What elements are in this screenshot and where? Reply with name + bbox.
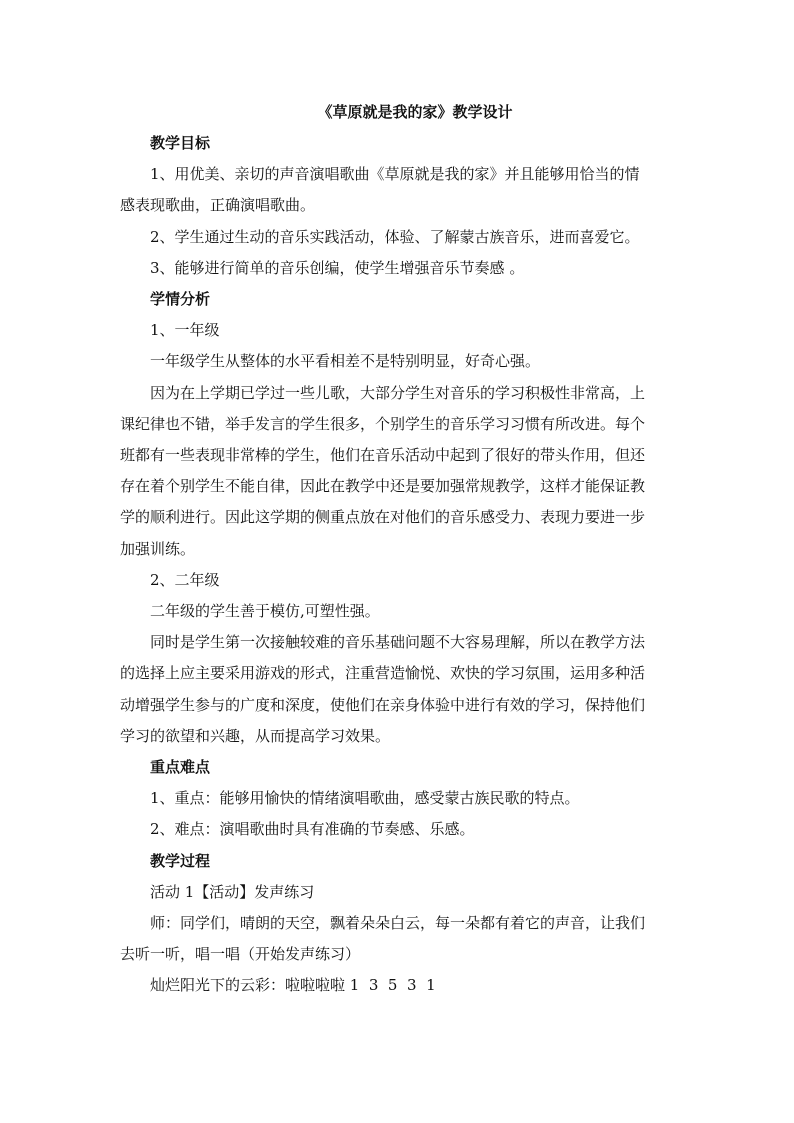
paragraph-line: 一年级学生从整体的水平看相差不是特别明显，好奇心强。 bbox=[150, 352, 541, 371]
paragraph-line: 3、能够进行简单的音乐创编，使学生增强音乐节奏感 。 bbox=[150, 258, 525, 277]
paragraph-line: 感表现歌曲，正确演唱歌曲。 bbox=[120, 196, 316, 215]
paragraph-line: 去听一听，唱一唱（开始发声练习） bbox=[120, 945, 361, 964]
paragraph-line: 2、二年级 bbox=[150, 570, 220, 589]
paragraph-line: 活动 1【活动】发声练习 bbox=[150, 882, 315, 901]
section-heading-analysis: 学情分析 bbox=[150, 290, 211, 309]
paragraph-line: 学习的欲望和兴趣，从而提高学习效果。 bbox=[120, 726, 391, 745]
document-page bbox=[120, 96, 680, 1002]
paragraph-line: 动增强学生参与的广度和深度，使他们在亲身体验中进行有效的学习，保持他们 bbox=[120, 695, 646, 714]
paragraph-line: 班都有一些表现非常棒的学生，他们在音乐活动中起到了很好的带头作用，但还 bbox=[120, 446, 646, 465]
paragraph-line: 1、重点：能够用愉快的情绪演唱歌曲，感受蒙古族民歌的特点。 bbox=[150, 789, 580, 808]
paragraph-line: 学的顺利进行。因此这学期的侧重点放在对他们的音乐感受力、表现力要进一步 bbox=[120, 508, 646, 527]
paragraph-line: 同时是学生第一次接触较难的音乐基础问题不大容易理解，所以在教学方法 bbox=[150, 633, 646, 652]
paragraph-line: 加强训练。 bbox=[120, 539, 196, 558]
paragraph-line: 存在着个别学生不能自律，因此在教学中还是要加强常规教学，这样才能保证教 bbox=[120, 477, 646, 496]
paragraph-line: 1、一年级 bbox=[150, 321, 220, 340]
paragraph-line: 2、学生通过生动的音乐实践活动，体验、了解蒙古族音乐，进而喜爱它。 bbox=[150, 227, 640, 246]
paragraph-line: 二年级的学生善于模仿,可塑性强。 bbox=[150, 602, 380, 621]
paragraph-line: 灿烂阳光下的云彩：啦啦啦啦 1 3 5 3 1 bbox=[150, 976, 436, 995]
paragraph-line: 课纪律也不错，举手发言的学生很多，个别学生的音乐学习习惯有所改进。每个 bbox=[120, 414, 646, 433]
paragraph-line: 师：同学们，晴朗的天空，飘着朵朵白云，每一朵都有着它的声音，让我们 bbox=[150, 914, 646, 933]
paragraph-line: 因为在上学期已学过一些儿歌，大部分学生对音乐的学习积极性非常高，上 bbox=[150, 383, 646, 402]
section-heading-objectives: 教学目标 bbox=[150, 134, 211, 152]
paragraph-line: 1、用优美、亲切的声音演唱歌曲《草原就是我的家》并且能够用恰当的情 bbox=[150, 165, 640, 184]
section-heading-process: 教学过程 bbox=[150, 851, 211, 870]
paragraph-line: 2、难点：演唱歌曲时具有准确的节奏感、乐感。 bbox=[150, 820, 475, 839]
section-heading-key-points: 重点难点 bbox=[150, 758, 211, 777]
paragraph-line: 的选择上应主要采用游戏的形式，注重营造愉悦、欢快的学习氛围，运用多种活 bbox=[120, 664, 646, 683]
document-title: 《草原就是我的家》教学设计 bbox=[317, 103, 513, 121]
